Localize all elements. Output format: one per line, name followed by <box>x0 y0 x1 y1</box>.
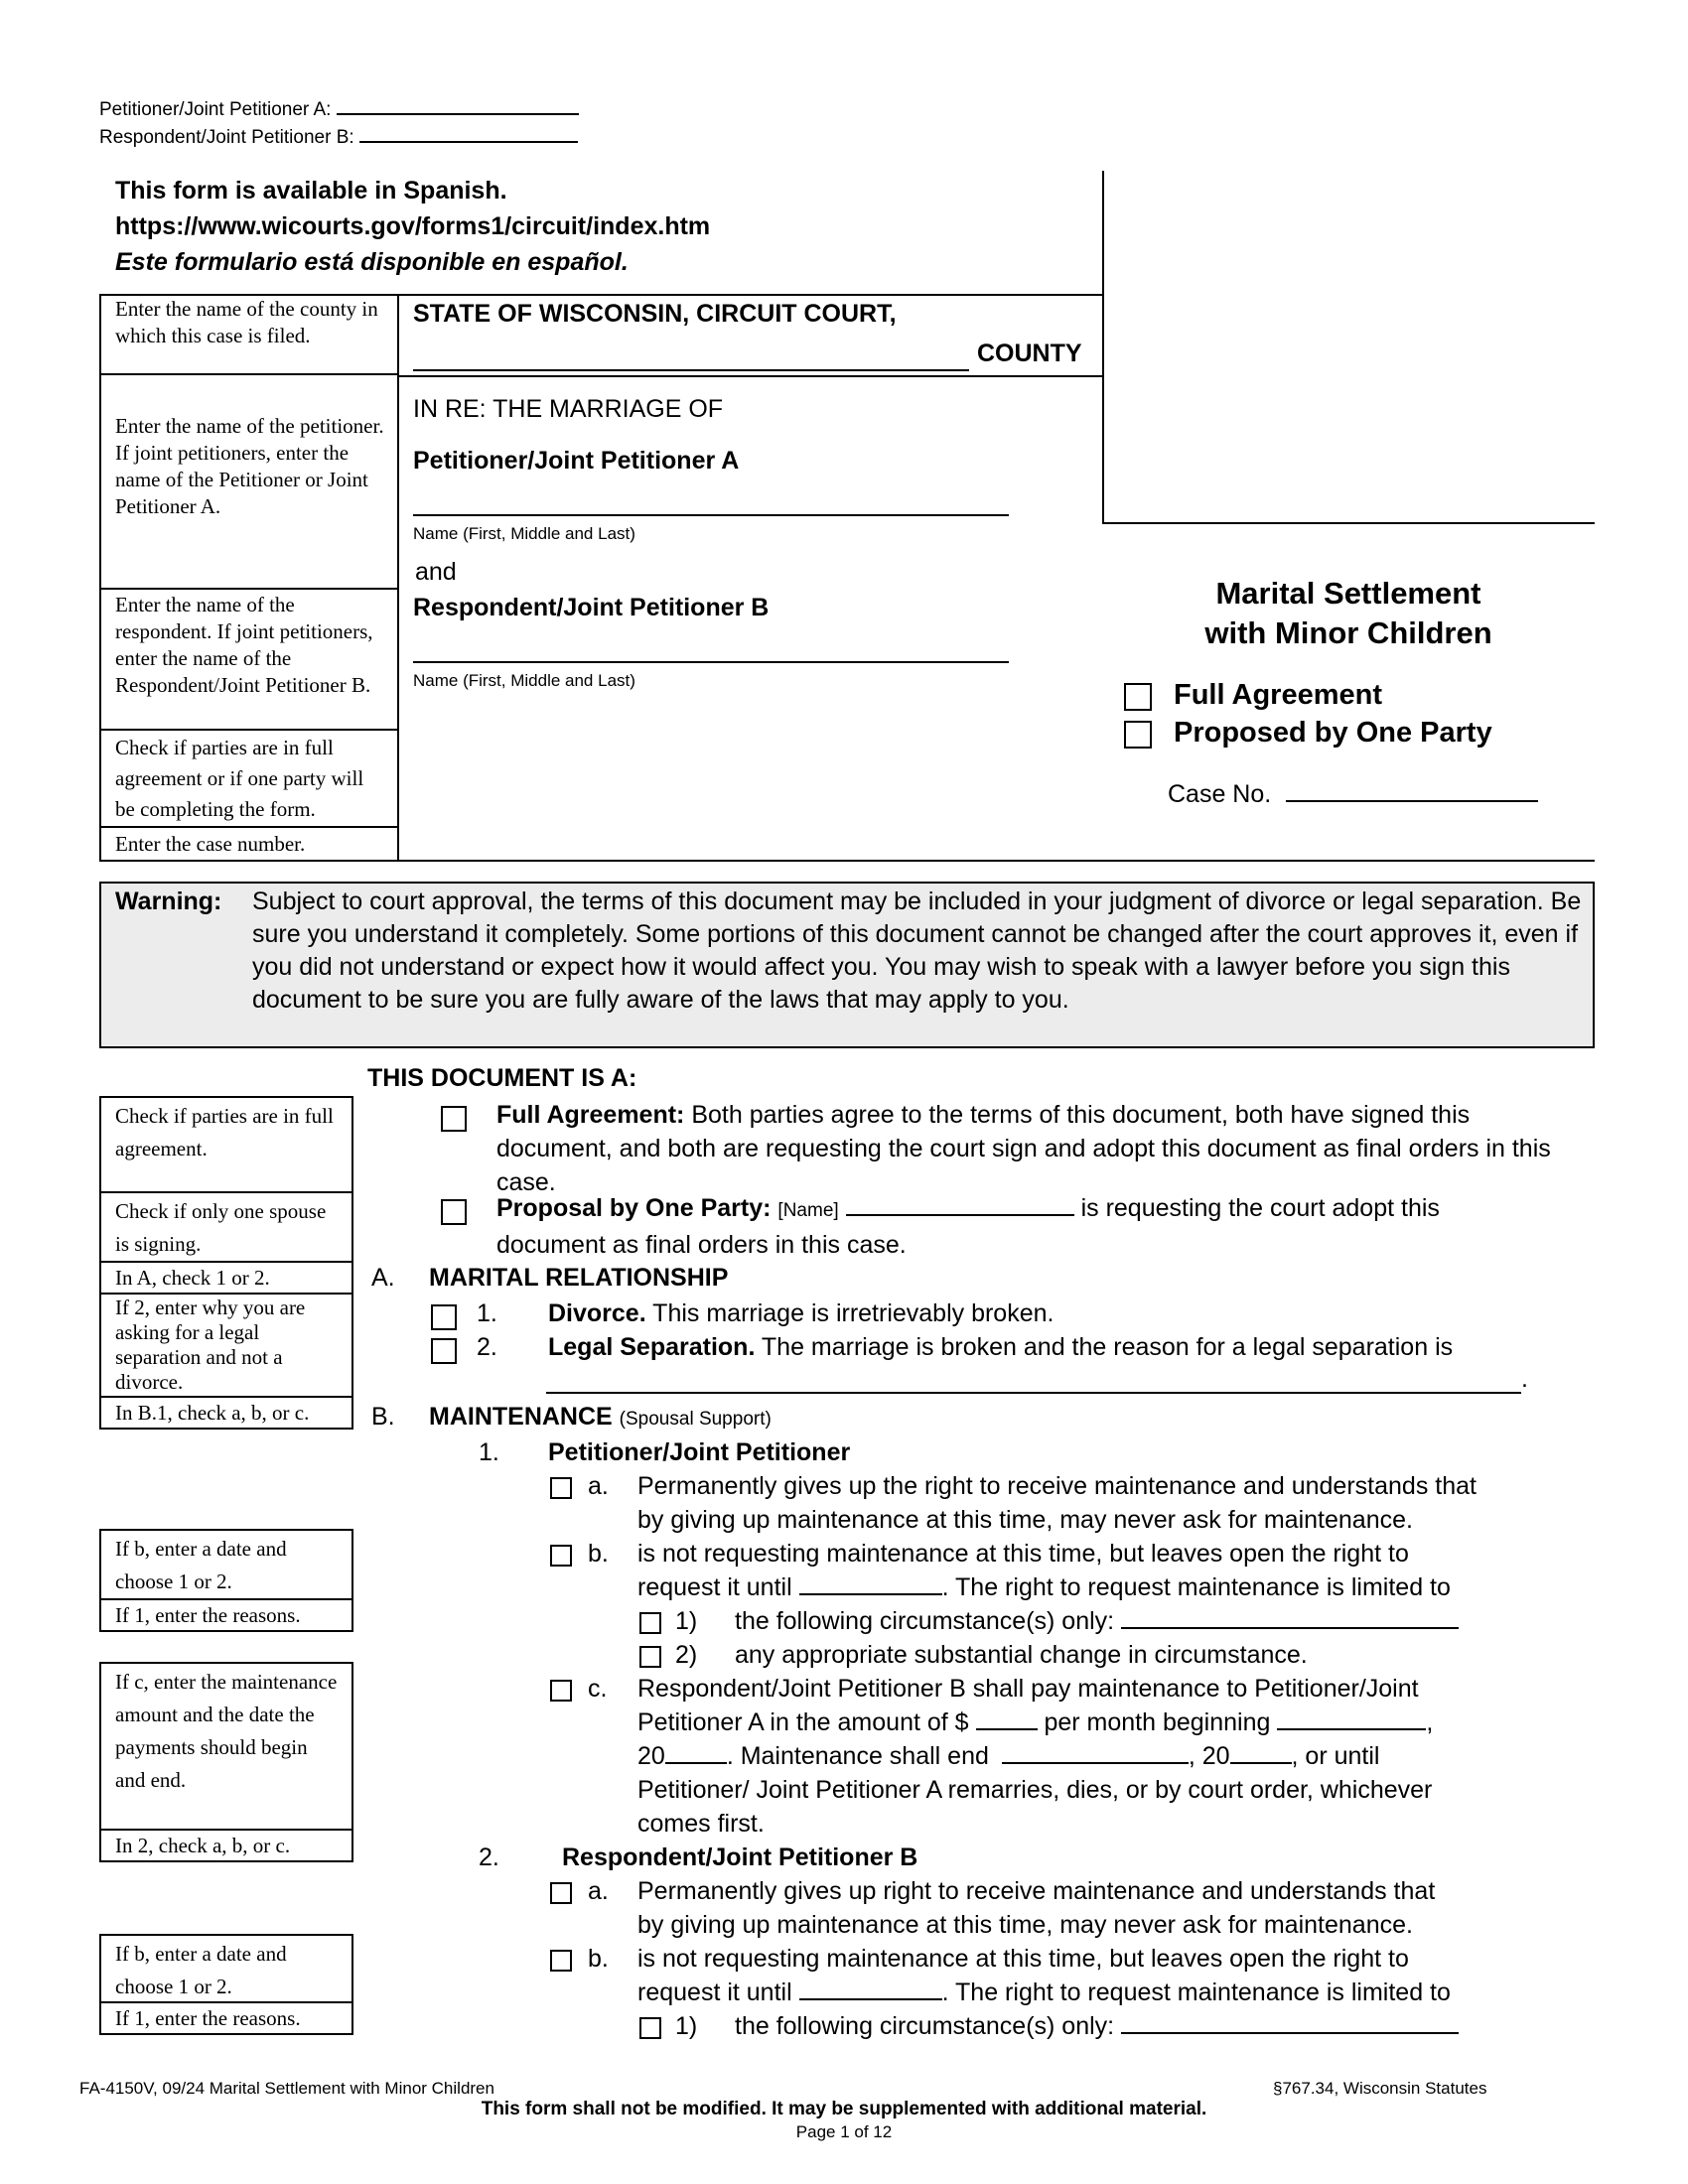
b2b-letter: b. <box>588 1945 609 1973</box>
doc-proposal-name-field[interactable] <box>846 1214 1074 1216</box>
side-if-1-reasons-1-text: If 1, enter the reasons. <box>115 1603 301 1627</box>
case-number <box>1168 780 1538 809</box>
divorce-label: Divorce. <box>548 1299 646 1327</box>
footer-notice: This form shall not be modified. It may be supplemented with additional material. <box>481 2099 1207 2119</box>
court-divider-rule <box>397 375 1104 377</box>
doc-full-agreement-checkbox[interactable] <box>441 1106 467 1132</box>
form-title-line1: Marital Settlement <box>1215 576 1481 611</box>
b2a-letter: a. <box>588 1877 609 1905</box>
proposed-one-party-option-label: Proposed by One Party <box>1174 717 1492 749</box>
b2b-date-field[interactable] <box>799 1998 942 2000</box>
section-b-letter: B. <box>371 1403 395 1431</box>
side-one-spouse-text: Check if only one spouse is signing. <box>115 1199 327 1256</box>
b1b-text-until: request it until <box>637 1573 792 1601</box>
respondent-b-header-label: Respondent/Joint Petitioner B: <box>99 127 354 148</box>
divorce-item <box>548 1297 1054 1330</box>
section-a-letter: A. <box>371 1264 395 1292</box>
section-b-heading <box>429 1400 772 1436</box>
doc-proposal-label: Proposal by One Party: <box>496 1194 772 1222</box>
full-agreement-option-label: Full Agreement <box>1174 679 1383 711</box>
b1c-end-year-field[interactable] <box>1230 1762 1292 1764</box>
legal-separation-period: . <box>1521 1365 1528 1393</box>
footer-statute: §767.34, Wisconsin Statutes <box>1273 2079 1487 2098</box>
warning-label: Warning: <box>115 887 222 915</box>
side-if-2 <box>99 1293 353 1398</box>
proposed-one-party-checkbox[interactable] <box>1124 721 1152 749</box>
instruction-agreement <box>99 729 399 828</box>
spanish-notice-line1: This form is available in Spanish. <box>115 177 507 205</box>
b2b1-circumstances-field[interactable] <box>1121 2032 1459 2034</box>
instruction-case-number <box>99 826 399 862</box>
b2b-text-limited: . The right to request maintenance is limited to <box>941 1979 1451 2006</box>
and-label: and <box>415 558 457 586</box>
side-one-spouse <box>99 1191 353 1263</box>
respondent-b-header <box>99 127 578 149</box>
b1b2-text: any appropriate substantial change in circumstance. <box>735 1641 1308 1669</box>
b2a-text-line2: by giving up maintenance at this time, may never ask for maintenance. <box>637 1911 1413 1939</box>
full-agreement-checkbox[interactable] <box>1124 683 1152 711</box>
b2b1-text: the following circumstance(s) only: <box>735 2012 1115 2040</box>
petitioner-a-header <box>99 99 579 121</box>
divorce-text: This marriage is irretrievably broken. <box>652 1299 1055 1327</box>
county-field[interactable] <box>413 369 969 371</box>
b1b-date-field[interactable] <box>799 1593 942 1595</box>
side-in-a-text: In A, check 1 or 2. <box>115 1266 270 1290</box>
b1b-checkbox[interactable] <box>550 1545 572 1567</box>
b1-number: 1. <box>479 1438 499 1466</box>
doc-full-agreement-label: Full Agreement: <box>496 1101 685 1129</box>
side-full-agreement <box>99 1096 353 1193</box>
petitioner-a-header-field[interactable] <box>337 113 579 115</box>
side-in-b1-text: In B.1, check a, b, or c. <box>115 1401 310 1425</box>
b1b-text-limited: . The right to request maintenance is limited to <box>941 1573 1451 1601</box>
instruction-respondent <box>99 588 399 731</box>
b1c-end-label: . Maintenance shall end <box>726 1742 989 1770</box>
section-b-title: MAINTENANCE <box>429 1403 613 1431</box>
b2-number: 2. <box>479 1843 499 1871</box>
title-block-top-rule <box>1102 522 1595 524</box>
petitioner-a-name-field[interactable] <box>413 514 1009 516</box>
b1c-text: Respondent/Joint Petitioner B shall pay maintenance to Petitioner/Joint Petitioner A in the amount of $ per month beginning , 20 . Maintenance shall end , 20 , or until Petitioner/ Joint Petitioner A remarries, dies, or by court order, whichever comes first. <box>637 1672 1591 1841</box>
b1c-amount-label: Petitioner A in the amount of $ <box>637 1708 969 1736</box>
b2a-text-line1: Permanently gives up right to receive maintenance and understands that <box>637 1877 1436 1905</box>
b1c-checkbox[interactable] <box>550 1680 572 1702</box>
legal-separation-checkbox[interactable] <box>431 1338 457 1364</box>
warning-text: Subject to court approval, the terms of this document may be included in your judgment of divorce or legal separation. Be sure you understand it completely. Some portions of this document cannot be changed after the court approves it, even if you did not understand or expect how it would affect you. You may wish to speak with a lawyer before you sign this document to be sure you are fully aware of the laws that may apply to you. <box>252 887 1582 1014</box>
b2-title: Respondent/Joint Petitioner B <box>562 1843 918 1871</box>
b2b1-checkbox[interactable] <box>639 2017 661 2039</box>
county-label: COUNTY <box>977 340 1082 367</box>
side-if-b-2-text: If b, enter a date and choose 1 or 2. <box>115 1942 287 1998</box>
b2a-checkbox[interactable] <box>550 1882 572 1904</box>
side-if-b-2 <box>99 1934 353 2003</box>
b1b-text-line1: is not requesting maintenance at this time, but leaves open the right to <box>637 1540 1409 1568</box>
in-re-heading: IN RE: THE MARRIAGE OF <box>413 395 724 423</box>
divorce-checkbox[interactable] <box>431 1304 457 1330</box>
b2b-text-line1: is not requesting maintenance at this time, but leaves open the right to <box>637 1945 1409 1973</box>
spanish-notice-spanish: Este formulario está disponible en español. <box>115 248 629 276</box>
side-full-agreement-text: Check if parties are in full agreement. <box>115 1104 334 1160</box>
instruction-petitioner-text: Enter the name of the petitioner. If joint petitioners, enter the name of the Petitioner or Joint Petitioner A. <box>115 414 384 518</box>
section-b-subtitle: (Spousal Support) <box>619 1409 772 1430</box>
b2b-checkbox[interactable] <box>550 1950 572 1972</box>
b1a-text-line2: by giving up maintenance at this time, may never ask for maintenance. <box>637 1506 1413 1534</box>
respondent-b-label: Respondent/Joint Petitioner B <box>413 594 770 621</box>
petitioner-a-label: Petitioner/Joint Petitioner A <box>413 447 740 475</box>
doc-proposal-text-a: is requesting the court adopt this <box>1080 1194 1440 1222</box>
b1c-begin-date-field[interactable] <box>1277 1728 1426 1730</box>
legal-separation-reason-field[interactable] <box>546 1392 1521 1394</box>
b1b2-number: 2) <box>675 1641 698 1669</box>
instruction-agreement-text: Check if parties are in full agreement or if one party will be completing the form. <box>115 736 364 821</box>
b1b1-checkbox[interactable] <box>639 1612 661 1634</box>
b1c-text-line4: Petitioner/ Joint Petitioner A remarries, dies, or by court order, whichever <box>637 1776 1433 1804</box>
doc-proposal-name-hint: [Name] <box>777 1200 839 1221</box>
spanish-notice <box>115 173 710 280</box>
b1b1-text: the following circumstance(s) only: <box>735 1607 1115 1635</box>
side-if-1-reasons-2-text: If 1, enter the reasons. <box>115 2006 301 2030</box>
doc-full-agreement <box>496 1098 1579 1199</box>
b1c-end-date-field[interactable] <box>1002 1762 1189 1764</box>
b1c-or-until: , or until <box>1291 1742 1380 1770</box>
b2b-text <box>637 1942 1451 2009</box>
footer-form-id: FA-4150V, 09/24 Marital Settlement with Minor Children <box>79 2079 494 2098</box>
case-number-label: Case No. <box>1168 780 1272 808</box>
court-name: STATE OF WISCONSIN, CIRCUIT COURT, <box>413 300 897 328</box>
b1b1-number: 1) <box>675 1607 698 1635</box>
legal-separation-text: The marriage is broken and the reason for a legal separation is <box>761 1333 1454 1361</box>
b1b-text <box>637 1537 1451 1604</box>
side-if-c <box>99 1662 353 1831</box>
section-a-title: MARITAL RELATIONSHIP <box>429 1264 729 1292</box>
side-if-c-text: If c, enter the maintenance amount and the date the payments should begin and end. <box>115 1670 338 1792</box>
petitioner-a-name-hint: Name (First, Middle and Last) <box>413 524 635 543</box>
b1a-text-line1: Permanently gives up the right to receive maintenance and understands that <box>637 1472 1477 1500</box>
divorce-number: 1. <box>477 1299 497 1327</box>
petitioner-a-header-label: Petitioner/Joint Petitioner A: <box>99 99 332 120</box>
b1a-text <box>637 1469 1477 1537</box>
form-title-line2: with Minor Children <box>1204 615 1492 650</box>
instruction-county <box>99 294 399 375</box>
b1b2-checkbox[interactable] <box>639 1646 661 1668</box>
caption-right-divider <box>1102 171 1104 524</box>
legal-separation-label: Legal Separation. <box>548 1333 756 1361</box>
b1c-begin-year-field[interactable] <box>665 1762 727 1764</box>
legal-separation-item <box>548 1330 1453 1364</box>
side-if-2-text: If 2, enter why you are asking for a legal separation and not a divorce. <box>115 1296 306 1394</box>
case-number-field[interactable] <box>1286 800 1538 802</box>
b2a-text <box>637 1874 1435 1942</box>
footer-page-number: Page 1 of 12 <box>795 2122 893 2141</box>
b1c-letter: c. <box>588 1675 608 1703</box>
side-if-b-1 <box>99 1529 353 1600</box>
b2b1-number: 1) <box>675 2012 698 2040</box>
side-if-b-1-text: If b, enter a date and choose 1 or 2. <box>115 1537 287 1593</box>
b1a-checkbox[interactable] <box>550 1477 572 1499</box>
b1b1-item <box>735 1604 1459 1638</box>
b1c-begin-year-prefix: 20 <box>637 1742 665 1770</box>
instruction-petitioner <box>99 373 399 590</box>
doc-proposal <box>496 1191 1579 1262</box>
instruction-respondent-text: Enter the name of the respondent. If joint petitioners, enter the name of the Respondent/Joint Petitioner B. <box>115 593 373 697</box>
b1c-text-line5: comes first. <box>637 1810 765 1838</box>
side-in-2 <box>99 1829 353 1862</box>
b1-title: Petitioner/Joint Petitioner <box>548 1438 851 1466</box>
document-is-heading: THIS DOCUMENT IS A: <box>367 1064 637 1092</box>
form-title <box>1102 574 1595 653</box>
side-in-b1 <box>99 1396 353 1430</box>
b1b1-circumstances-field[interactable] <box>1121 1627 1459 1629</box>
instruction-county-text: Enter the name of the county in which this case is filed. <box>115 297 378 347</box>
doc-proposal-text-b: document as final orders in this case. <box>496 1231 907 1259</box>
b1a-letter: a. <box>588 1472 609 1500</box>
b1c-beginning-label: per month beginning <box>1044 1708 1271 1736</box>
respondent-b-header-field[interactable] <box>359 141 578 143</box>
doc-proposal-checkbox[interactable] <box>441 1199 467 1225</box>
b1c-end-year-prefix: , 20 <box>1188 1742 1230 1770</box>
warning-box <box>99 882 1595 1048</box>
spanish-notice-url[interactable]: https://www.wicourts.gov/forms1/circuit/index.htm <box>115 212 711 240</box>
respondent-b-name-hint: Name (First, Middle and Last) <box>413 671 635 690</box>
doc-full-agreement-text: Both parties agree to the terms of this document, both have signed this document, and both are requesting the court sign and adopt this document as final orders in this case. <box>496 1101 1551 1196</box>
side-if-1-reasons-2 <box>99 2001 353 2035</box>
b2b-text-until: request it until <box>637 1979 792 2006</box>
side-if-1-reasons-1 <box>99 1598 353 1632</box>
b1b-letter: b. <box>588 1540 609 1568</box>
side-in-a <box>99 1261 353 1295</box>
instruction-case-number-text: Enter the case number. <box>115 832 306 856</box>
b2b1-item <box>735 2009 1459 2043</box>
b1c-amount-field[interactable] <box>976 1728 1038 1730</box>
legal-separation-number: 2. <box>477 1333 497 1361</box>
respondent-b-name-field[interactable] <box>413 661 1009 663</box>
b1c-text-line1: Respondent/Joint Petitioner B shall pay maintenance to Petitioner/Joint <box>637 1675 1419 1703</box>
side-in-2-text: In 2, check a, b, or c. <box>115 1834 291 1857</box>
